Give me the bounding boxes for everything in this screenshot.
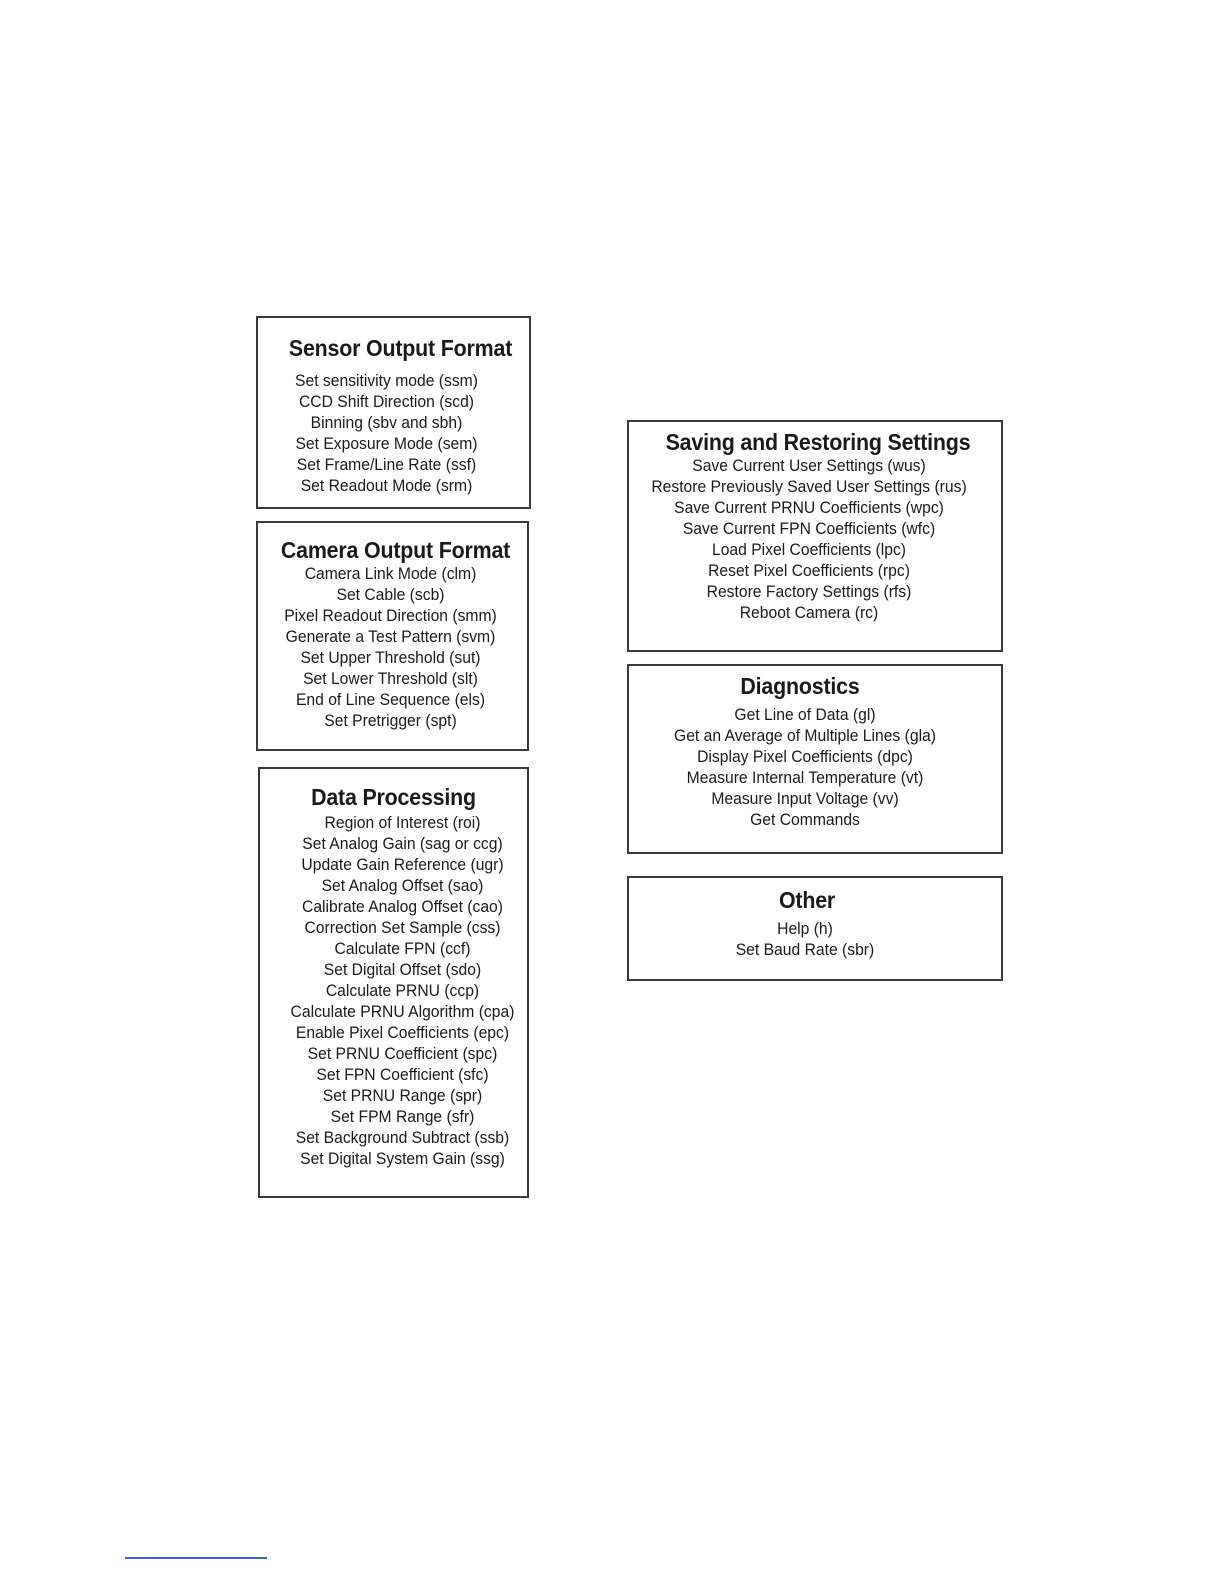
command-list	[244, 371, 529, 497]
command-item: Set Frame/Line Rate (ssf)	[296, 456, 477, 474]
command-item: Load Pixel Coefficients (lpc)	[711, 541, 907, 559]
command-item: Restore Previously Saved User Settings (rus)	[651, 478, 967, 496]
command-item: Set Readout Mode (srm)	[300, 477, 473, 495]
command-item: Set Cable (scb)	[336, 586, 445, 604]
command-item: Set Pretrigger (spt)	[324, 712, 457, 730]
command-item: Set Lower Threshold (slt)	[303, 670, 478, 688]
camera-output-format-box	[256, 521, 529, 751]
command-item: Reboot Camera (rc)	[739, 604, 879, 622]
command-item: Get Line of Data (gl)	[734, 706, 876, 724]
command-item: Get an Average of Multiple Lines (gla)	[674, 727, 936, 745]
command-item: Set Digital Offset (sdo)	[323, 961, 482, 979]
diagnostics-box	[627, 664, 1003, 854]
command-item: Set PRNU Range (spr)	[322, 1087, 483, 1105]
command-item: Set Analog Gain (sag or ccg)	[302, 835, 503, 853]
command-item: Set Analog Offset (sao)	[321, 877, 484, 895]
command-item: Set Background Subtract (ssb)	[295, 1129, 510, 1147]
command-item: Binning (sbv and sbh)	[310, 414, 463, 432]
command-item: Camera Link Mode (clm)	[304, 565, 477, 583]
command-item: Get Commands	[750, 811, 860, 829]
box-title: Other	[778, 887, 836, 913]
box-title: Data Processing	[311, 784, 476, 810]
command-item: Update Gain Reference (ugr)	[301, 856, 504, 874]
command-item: Set FPM Range (sfr)	[330, 1108, 475, 1126]
command-item: Set Upper Threshold (sut)	[300, 649, 481, 667]
command-item: Generate a Test Pattern (svm)	[285, 628, 496, 646]
command-item: Correction Set Sample (css)	[304, 919, 501, 937]
command-item: Help (h)	[777, 920, 833, 938]
command-item: Measure Input Voltage (vv)	[711, 790, 899, 808]
box-title: Saving and Restoring Settings	[665, 429, 971, 455]
command-list	[609, 919, 1001, 961]
box-title: Sensor Output Format	[288, 335, 513, 361]
command-item: Set Baud Rate (sbr)	[735, 941, 875, 959]
sensor-output-format-box	[256, 316, 531, 509]
command-list	[254, 564, 527, 732]
command-item: Reset Pixel Coefficients (rpc)	[708, 562, 910, 580]
command-item: Restore Factory Settings (rfs)	[706, 583, 912, 601]
command-list	[278, 813, 527, 1170]
command-item: End of Line Sequence (els)	[295, 691, 486, 709]
command-item: Save Current FPN Coefficients (wfc)	[682, 520, 936, 538]
command-item: Set Digital System Gain (ssg)	[300, 1150, 505, 1168]
command-item: Calculate FPN (ccf)	[334, 940, 471, 958]
command-item: Set sensitivity mode (ssm)	[295, 372, 478, 390]
command-item: Set Exposure Mode (sem)	[295, 435, 478, 453]
command-item: Display Pixel Coefficients (dpc)	[697, 748, 913, 766]
command-list	[617, 456, 1001, 624]
command-item: Calibrate Analog Offset (cao)	[302, 898, 503, 916]
command-item: Calculate PRNU (ccp)	[325, 982, 480, 1000]
command-item: Enable Pixel Coefficients (epc)	[295, 1024, 510, 1042]
box-title: Camera Output Format	[280, 537, 511, 563]
command-item: Measure Internal Temperature (vt)	[686, 769, 924, 787]
footnote-rule	[125, 1557, 267, 1559]
command-item: Save Current PRNU Coefficients (wpc)	[674, 499, 944, 517]
command-item: CCD Shift Direction (scd)	[298, 393, 475, 411]
data-processing-box	[258, 767, 529, 1198]
command-item: Calculate PRNU Algorithm (cpa)	[290, 1003, 515, 1021]
command-item: Set FPN Coefficient (sfc)	[316, 1066, 489, 1084]
command-item: Set PRNU Coefficient (spc)	[307, 1045, 498, 1063]
other-box	[627, 876, 1003, 981]
command-item: Save Current User Settings (wus)	[692, 457, 926, 475]
command-item: Region of Interest (roi)	[324, 814, 481, 832]
command-item: Pixel Readout Direction (smm)	[284, 607, 497, 625]
box-title: Diagnostics	[740, 673, 860, 699]
saving-restoring-settings-box	[627, 420, 1003, 652]
command-list	[609, 705, 1001, 831]
